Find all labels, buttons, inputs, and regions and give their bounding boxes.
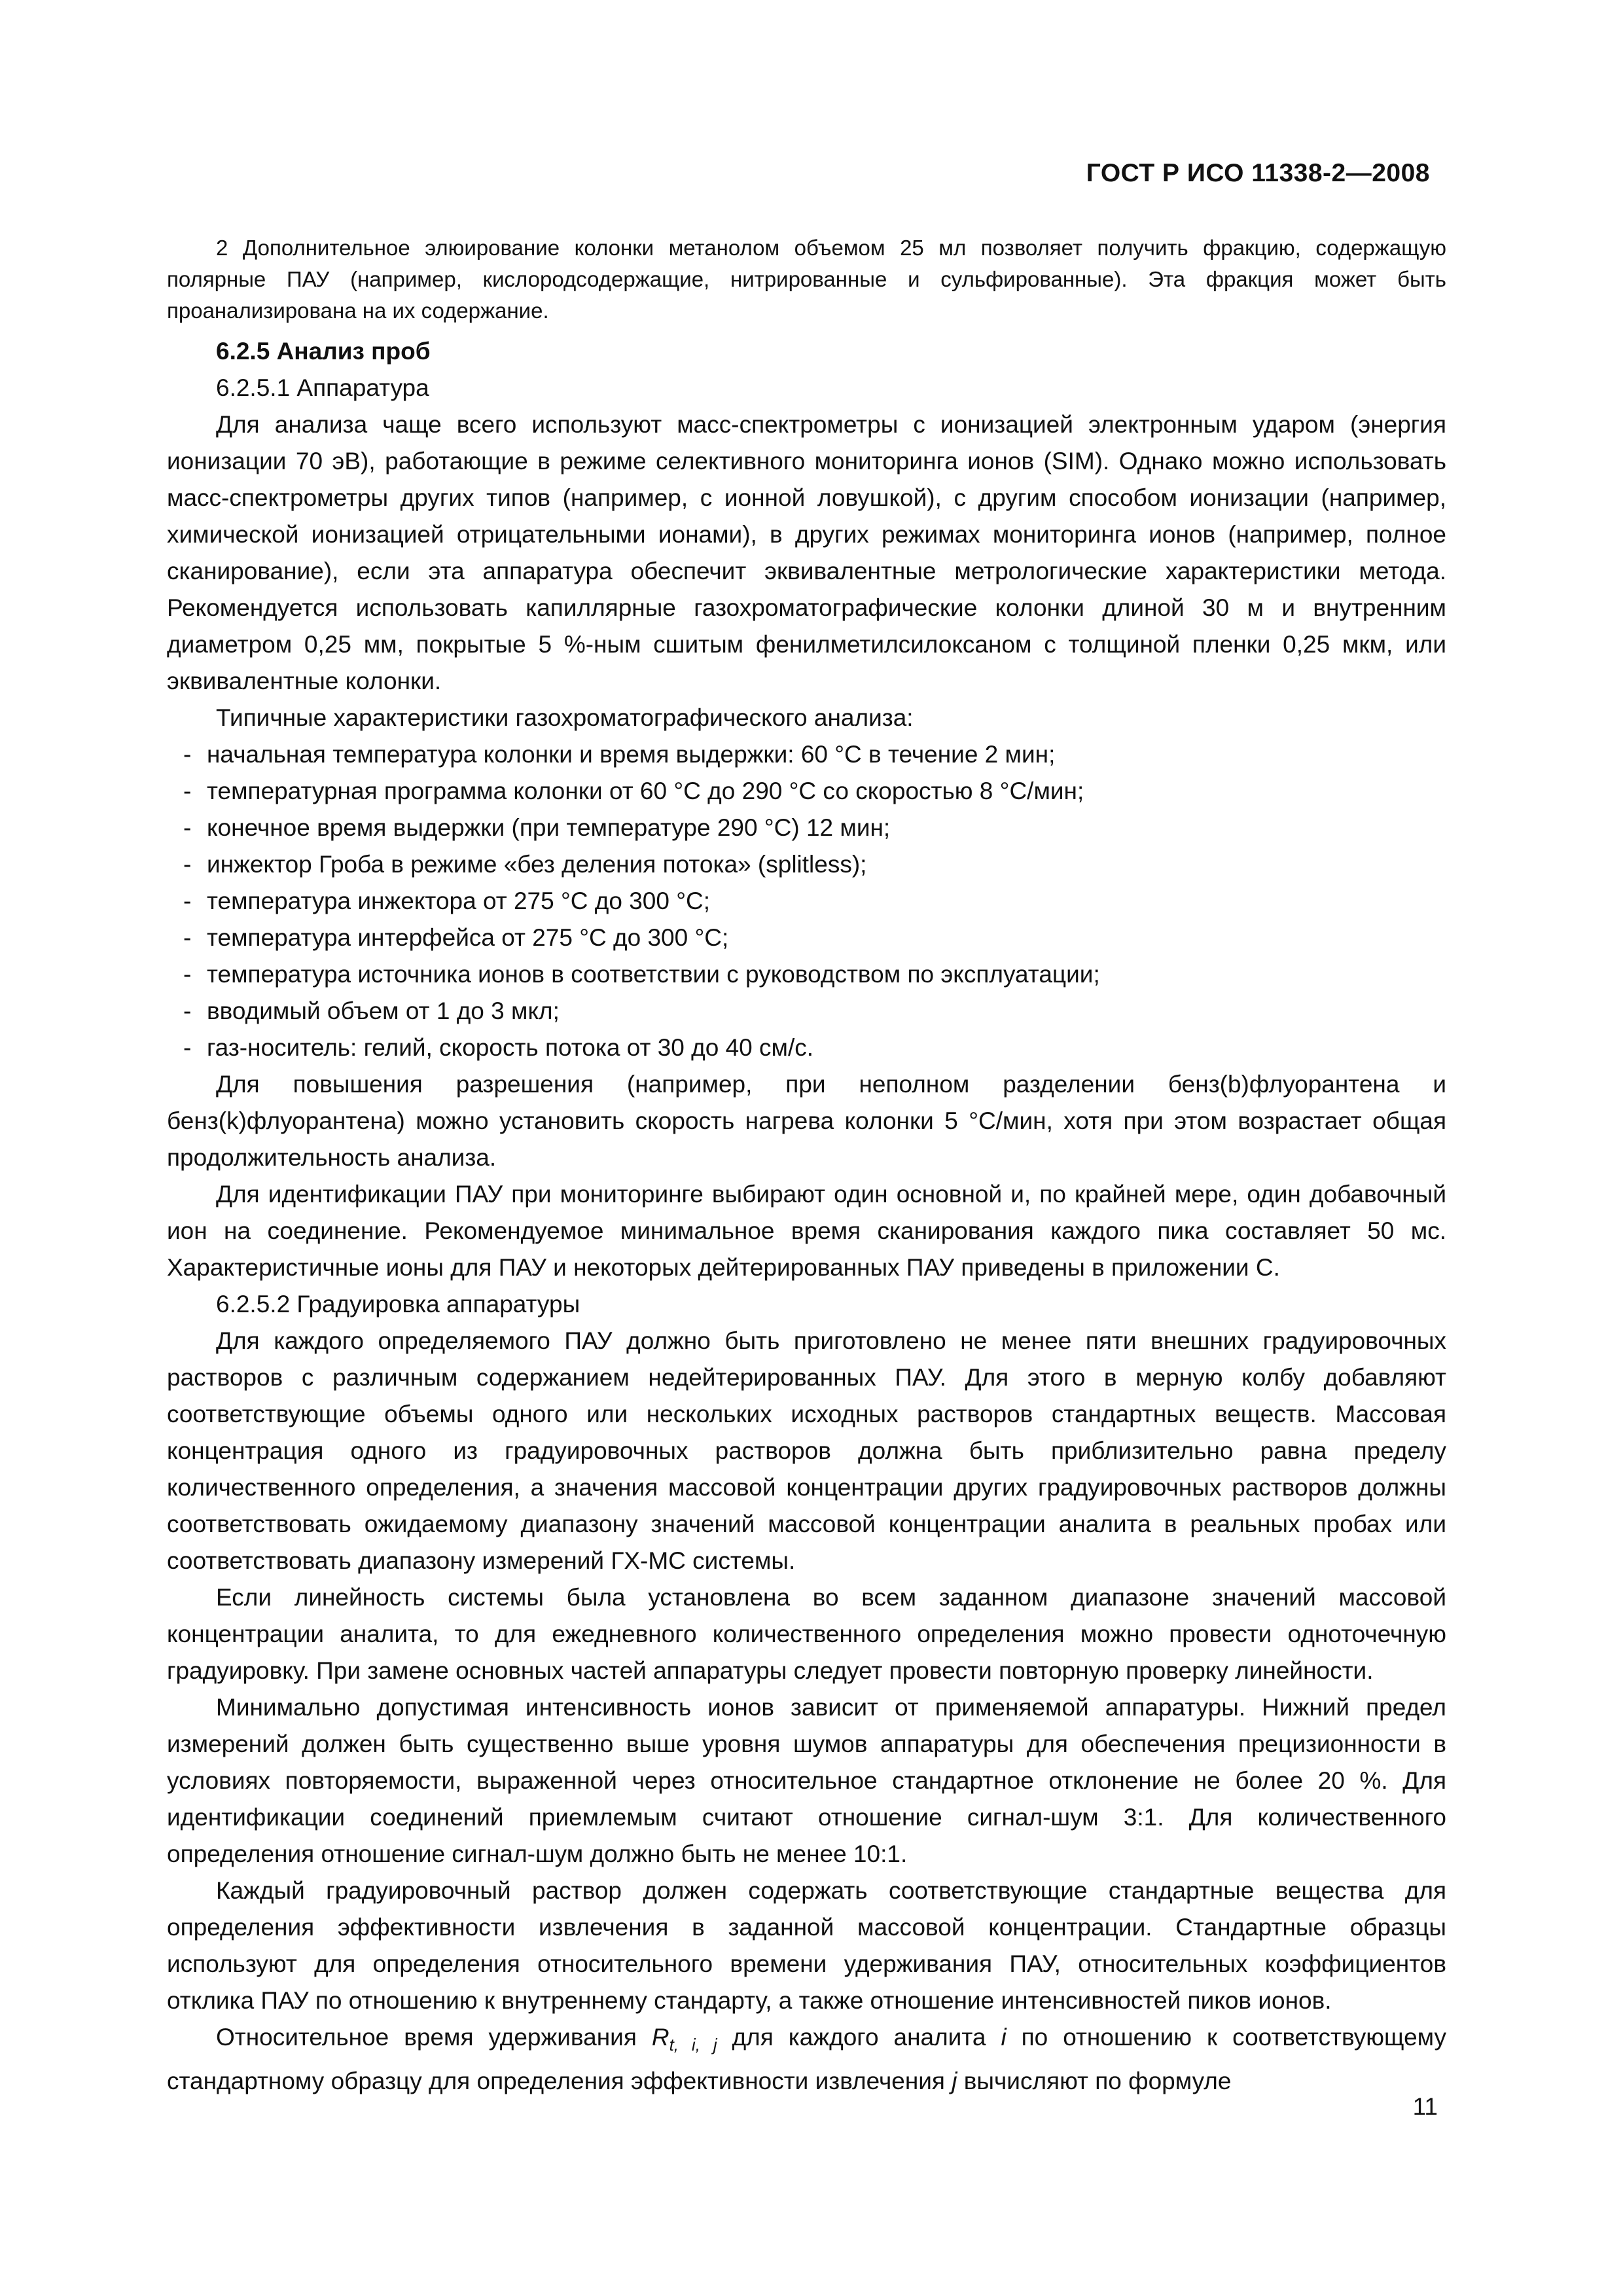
list-item: - температура интерфейса от 275 °С до 300 °С;	[183, 920, 1446, 956]
typical-intro: Типичные характеристики газохроматографического анализа:	[216, 704, 914, 731]
apparatus-subheading: 6.2.5.1 Аппаратура	[216, 374, 429, 401]
calibration-paragraph-4: Каждый градуировочный раствор должен содержать соответствующие стандартные вещества для определения эффективности извлечения в заданной массовой концентрации. Стандартные образцы используют для определения относительного времени удерживания ПАУ, относительных коэффициентов отклика ПАУ по отношению к внутреннему стандарту, а также отношение интенсивностей пиков ионов.	[167, 1877, 1446, 2014]
list-item: - температурная программа колонки от 60 °С до 290 °С со скоростью 8 °С/мин;	[183, 773, 1446, 810]
identification-paragraph: Для идентификации ПАУ при мониторинге выбирают один основной и, по крайней мере, один добавочный ион на соединение. Рекомендуемое минимальное время сканирования каждого пика составляет 50 мс. Характеристичные ионы для ПАУ и некоторых дейтерированных ПАУ приведены в приложении С.	[167, 1181, 1446, 1281]
retention-text-before: Относительное время удерживания	[216, 2024, 652, 2051]
list-item: - вводимый объем от 1 до 3 мкл;	[183, 993, 1446, 1030]
calibration-paragraph-2: Если линейность системы была установлена во всем заданном диапазоне значений массовой концентрации аналита, то для ежедневного количественного определения можно провести одноточечную градуировку. При замене основных частей аппаратуры следует провести повторную проверку линейности.	[167, 1584, 1446, 1684]
page-number: 11	[1412, 2093, 1438, 2120]
calibration-paragraph-3: Минимально допустимая интенсивность ионов зависит от применяемой аппаратуры. Нижний предел измерений должен быть существенно выше уровня шумов аппаратуры для обеспечения прецизионности в условиях повторяемости, выраженной через относительное стандартное отклонение не более 20 %. Для идентификации соединений приемлемым считают отношение сигнал-шум 3:1. Для количественного определения отношение сигнал-шум должно быть не менее 10:1.	[167, 1694, 1446, 1867]
calibration-subheading: 6.2.5.2 Градуировка аппаратуры	[216, 1291, 580, 1318]
list-item: - конечное время выдержки (при температуре 290 °С) 12 мин;	[183, 810, 1446, 846]
retention-text-middle-1: для каждого аналита	[717, 2024, 1001, 2051]
standard-designation: ГОСТ Р ИСО 11338-2—2008	[1086, 159, 1430, 187]
list-item: - начальная температура колонки и время выдержки: 60 °С в течение 2 мин;	[183, 736, 1446, 773]
list-item: - температура источника ионов в соответствии с руководством по эксплуатации;	[183, 956, 1446, 993]
apparatus-paragraph: Для анализа чаще всего используют масс-спектрометры с ионизацией электронным ударом (энергия ионизации 70 эВ), работающие в режиме селективного мониторинга ионов (SIM). Однако можно использовать масс-спектрометры других типов (например, с ионной ловушкой), с другим способом ионизации (например, химической ионизацией отрицательными ионами), в других режимах мониторинга ионов (например, полное сканирование), если эта аппаратура обеспечит эквивалентные метрологические характеристики метода. Рекомендуется использовать капиллярные газохроматографические колонки длиной 30 м и внутренним диаметром 0,25 мм, покрытые 5 %-ным сшитым фенилметилсилоксаном с толщиной пленки 0,25 мкм, или эквивалентные колонки.	[167, 411, 1446, 694]
retention-text-middle-2: по отношению к соответствующему стандартному образцу для определения эффективности извлечения	[167, 2024, 1447, 2094]
page-content	[167, 232, 1446, 2100]
list-item: - температура инжектора от 275 °С до 300 °С;	[183, 883, 1446, 920]
list-item: - инжектор Гроба в режиме «без деления потока» (splitless);	[183, 846, 1446, 883]
retention-symbol: R	[651, 2024, 669, 2051]
typical-characteristics-list	[167, 736, 1446, 1066]
variable-j: j	[952, 2068, 957, 2094]
calibration-paragraph-1: Для каждого определяемого ПАУ должно быть приготовлено не менее пяти внешних градуировочных растворов с различным содержанием недейтерированных ПАУ. Для этого в мерную колбу добавляют соответствующие объемы одного или нескольких исходных растворов стандартных веществ. Массовая концентрация одного из градуировочных растворов должна быть приблизительно равна пределу количественного определения, а значения массовой концентрации других градуировочных растворов должны соответствовать ожидаемому диапазону значений массовой концентрации аналита в реальных пробах или соответствовать диапазону измерений ГХ-МС системы.	[167, 1327, 1446, 1574]
list-item: - газ-носитель: гелий, скорость потока от 30 до 40 см/с.	[183, 1030, 1446, 1066]
note-paragraph: 2 Дополнительное элюирование колонки метанолом объемом 25 мл позволяет получить фракцию, содержащую полярные ПАУ (например, кислородсодержащие, нитрированные и сульфированные). Эта фракция может быть проанализирована на их содержание.	[167, 236, 1446, 323]
retention-subscript: t, i, j	[669, 2035, 717, 2054]
retention-text-after: вычисляют по формуле	[957, 2068, 1232, 2094]
section-heading: 6.2.5 Анализ проб	[216, 338, 431, 365]
retention-time-paragraph	[167, 2019, 1446, 2100]
resolution-paragraph: Для повышения разрешения (например, при неполном разделении бенз(b)флуорантена и бенз(k)флуорантена) можно установить скорость нагрева колонки 5 °С/мин, хотя при этом возрастает общая продолжительность анализа.	[167, 1071, 1446, 1171]
variable-i: i	[1001, 2024, 1007, 2051]
